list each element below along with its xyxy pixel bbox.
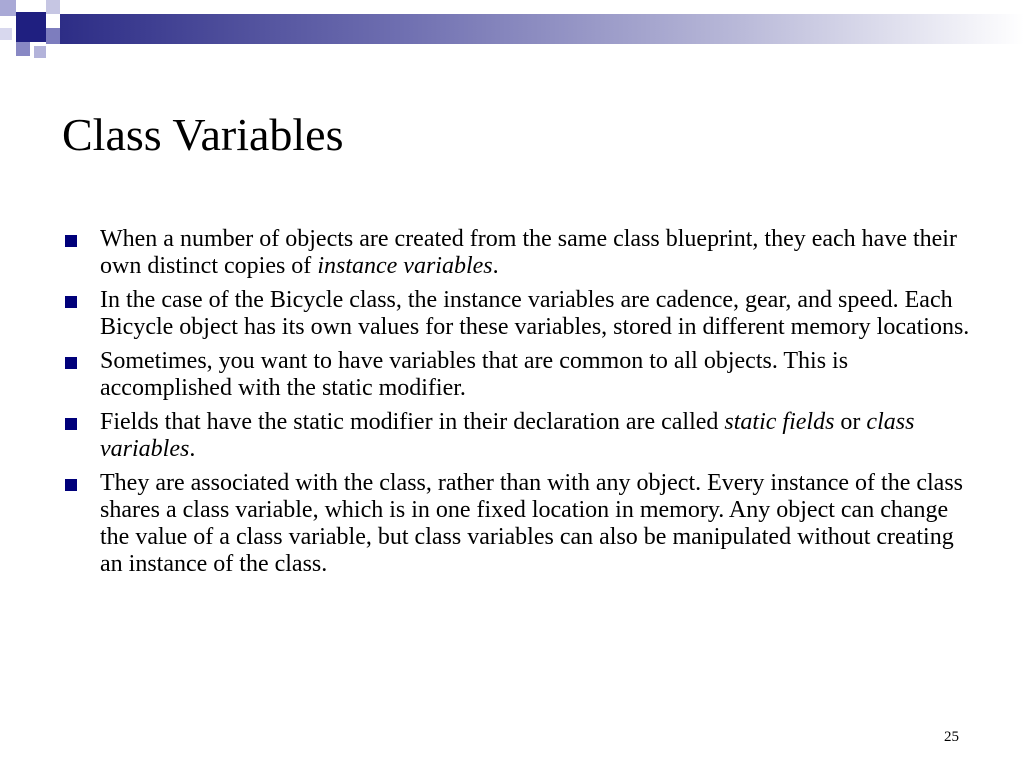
text-run: . (492, 253, 499, 279)
square-bullet-icon (65, 296, 77, 308)
page-number: 25 (944, 729, 959, 745)
square-bullet-icon (65, 357, 77, 369)
bullet-text (100, 409, 914, 462)
bullet-item (62, 287, 972, 341)
decor-square (16, 12, 46, 42)
bullet-item (62, 470, 972, 578)
italic-term: instance variables (317, 253, 493, 279)
decor-square (46, 28, 60, 44)
decor-square (46, 0, 60, 14)
bullet-item (62, 348, 972, 402)
bullet-text (100, 226, 957, 279)
square-bullet-icon (65, 418, 77, 430)
header-decoration (0, 0, 1024, 64)
text-run: In the case of the Bicycle class, the instance variables are cadence, gear, and speed. Each Bicycle object has its own values for these variables, stored in different memory locations. (100, 287, 970, 340)
decor-square (16, 42, 30, 56)
square-bullet-icon (65, 479, 77, 491)
bullet-item (62, 409, 972, 463)
italic-term: static fields (724, 409, 835, 435)
bullet-item (62, 226, 972, 280)
slide-title: Class Variables (62, 109, 344, 160)
square-bullet-icon (65, 235, 77, 247)
bullet-text (100, 287, 969, 340)
text-run: They are associated with the class, rather than with any object. Every instance of the class shares a class variable, which is in one fixed location in memory. Any object can change the value of a class variable, but class variables can also be manipulated without creating an instance of the class. (100, 470, 964, 577)
text-run: . (189, 436, 196, 462)
bullet-list (62, 226, 972, 585)
italic-term: class variables (100, 409, 915, 462)
text-run: When a number of objects are created from the same class blueprint, they each have their own distinct copies of (100, 226, 957, 279)
text-run: or (834, 409, 867, 435)
text-run: Sometimes, you want to have variables that are common to all objects. This is accomplished with the static modifier. (100, 348, 849, 401)
decor-square (34, 46, 46, 58)
bullet-text (100, 470, 963, 577)
bullet-text (100, 348, 848, 401)
decor-square (0, 28, 12, 40)
header-gradient-band (60, 14, 1024, 44)
decor-square (0, 0, 16, 16)
text-run: Fields that have the static modifier in their declaration are called (100, 409, 725, 435)
